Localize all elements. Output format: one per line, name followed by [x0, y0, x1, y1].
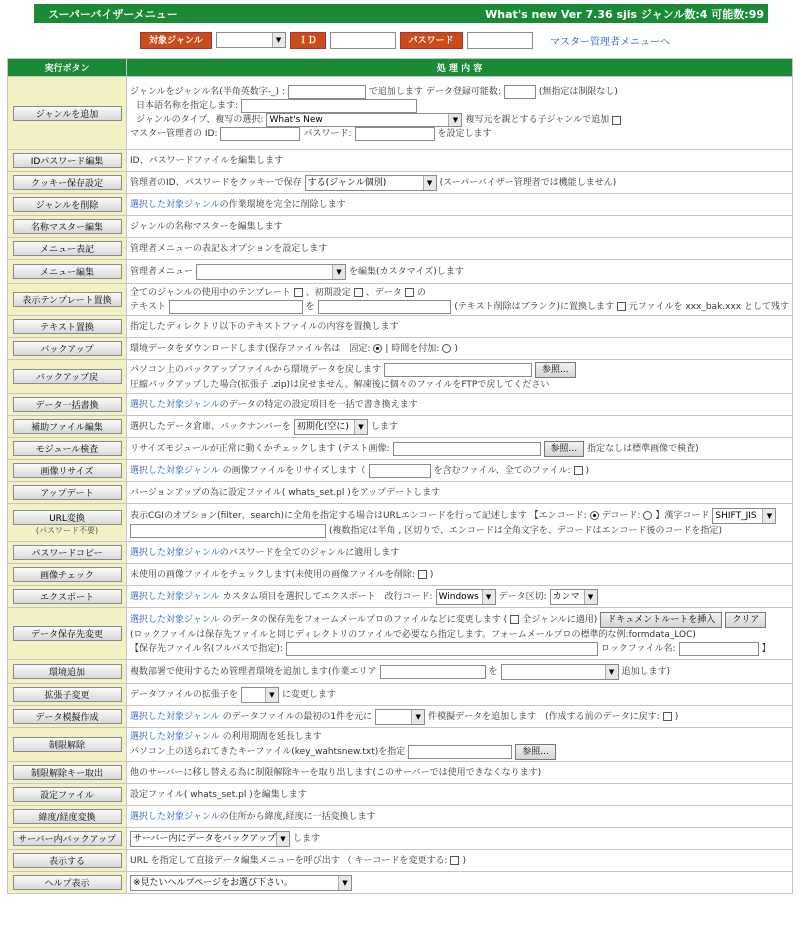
- name-master-button[interactable]: 名称マスター編集: [13, 219, 122, 234]
- label: で追加します: [368, 87, 423, 97]
- description: カスタム項目を選択してエクスポート 改行コード:: [222, 591, 433, 602]
- clear-button[interactable]: クリア: [725, 612, 766, 628]
- description: 圧縮バックアップした場合(拡張子 .zip)は戻せません。解凍後に個々のファイルをFTPで戻してください: [130, 379, 550, 390]
- admin-menu-select[interactable]: [196, 264, 346, 280]
- id-label: ＩＤ: [290, 32, 326, 49]
- label: ジャンルのタイプ、複写の選択:: [136, 115, 264, 125]
- keep-backup-checkbox[interactable]: [617, 302, 626, 311]
- master-password-input[interactable]: [355, 127, 435, 141]
- env-select[interactable]: [501, 664, 619, 680]
- description: (ロックファイルは保存先ファイルと同じディレクトリのファイルで必要なら指定します。フォームメールプロの標準的な例:formdata_LOC): [130, 629, 696, 640]
- description: します: [293, 833, 321, 844]
- chevron-down-icon: ▼: [265, 688, 278, 702]
- cookie-select[interactable]: する(ジャンル個別) ▼: [305, 175, 437, 191]
- backup-button[interactable]: バックアップ: [13, 341, 122, 356]
- server-backup-select[interactable]: サーバー内にデータをバックアップ ▼: [130, 831, 290, 847]
- unlock-button[interactable]: 制限解除: [13, 737, 122, 752]
- menu-edit-button[interactable]: メニュー編集: [13, 264, 122, 279]
- save-destination-button[interactable]: データ保存先変更: [13, 626, 122, 641]
- description: 管理者メニューの表記＆オプションを設定します: [130, 243, 328, 254]
- master-menu-link[interactable]: マスター管理者メニューへ: [550, 37, 670, 48]
- description: の: [416, 287, 426, 298]
- chevron-down-icon: ▼: [338, 876, 351, 890]
- description: 設定ファイル( whats_set.pl )を編集します: [130, 789, 307, 800]
- description: の作業環境を完全に削除します: [219, 199, 346, 210]
- selected-genre-link[interactable]: 選択した対象ジャンル: [130, 711, 220, 722]
- description: 全ジャンルに適用): [522, 614, 598, 625]
- description: 追加します): [621, 666, 671, 677]
- aux-file-edit-button[interactable]: 補助ファイル編集: [13, 419, 122, 434]
- description: (複数指定は半角 , 区切りで、エンコードは全角文字を、デコードはエンコード後のコードを指定): [329, 525, 723, 536]
- chevron-down-icon: ▼: [584, 590, 597, 604]
- child-genre-checkbox[interactable]: [612, 116, 621, 125]
- description: のデータの特定の設定項目を一括で書き換えます: [219, 399, 418, 410]
- cookie-save-button[interactable]: クッキー保存設定: [13, 175, 122, 190]
- lock-file-input[interactable]: [679, 642, 759, 656]
- description: 全てのジャンルの使用中のテンプレート: [130, 287, 291, 298]
- save-path-input[interactable]: [286, 642, 598, 656]
- update-button[interactable]: アップデート: [13, 485, 122, 500]
- url-convert-button[interactable]: URL変換: [13, 510, 122, 525]
- chevron-down-icon: ▼: [276, 832, 289, 846]
- description: 【保存先ファイル名(フルパスで指定):: [130, 643, 283, 654]
- chevron-down-icon: ▼: [411, 710, 424, 724]
- description: 環境データをダウンロードします(保存ファイル名は 固定:: [130, 343, 371, 354]
- browse-button[interactable]: 参照...: [535, 362, 576, 378]
- add-genre-button[interactable]: ジャンルを追加: [13, 106, 122, 121]
- chevron-down-icon: ▼: [332, 265, 345, 279]
- decode-radio[interactable]: [643, 511, 652, 520]
- description: のデータの保存先をフォームメールプロのファイルなどに変更します (: [222, 614, 508, 625]
- unlock-key-button[interactable]: 制限解除キー取出: [13, 765, 122, 780]
- charset-select[interactable]: SHIFT_JIS ▼: [712, 508, 776, 524]
- description: のデータファイルの最初の1件を元に: [222, 711, 373, 722]
- description: ロックファイル名:: [600, 643, 676, 654]
- template-replace-button[interactable]: 表示テンプレート置換: [13, 292, 122, 307]
- chevron-down-icon: ▼: [423, 176, 436, 190]
- selected-genre-link[interactable]: 選択した対象ジャンル: [130, 199, 220, 210]
- menu-table: 実行ボタン 処 理 内 容 ジャンルを追加 ジャンルをジャンル名(半角英数字-_) : で追加します データ登録可能数: (無指定は制限なし) 日本語名称を指定します: ジャンルのタイプ、複写の選択: What's New ▼ 複写元を親とする子ジャンルで追加 マスター管理者の ID: パスワード: を設定します IDパスワード編集 ID、パスワードファイルを編集します クッキー保存設定 管理者のID、パスワードをクッキーで保存 する(ジャンル個別) ▼ (スーパーバイザー管理者では機能しません) ジャンルを削除 選択した対象ジャンルの作業環境を完全に削除します 名称マスター編集 ジャンルの名称マスターを編集します メニュー表記 管理者メニューの表記＆オプションを設定します メニュー編集 管理者メニュー ▼ を編集(カスタマイズ)します 表示テンプレート置換 全てのジャンルの使用中のテンプレート 、初期設定 、データ の テキスト を (テキスト削除はブランク)に置換します 元ファイルを xxx_bak.xxx として残す テキスト置換 指定したディレクトリ以下のテキストファイルの内容を置換します バックアップ 環境データをダウンロードします(保存ファイル名は 固定: | 時間を付加: ) バックアップ戻 パソコン上のバックアップファイルから環境データを戻します 参照... 圧縮バックアップした場合(拡張子 .zip)は戻せません。解凍後に個々のファイルをFTPで戻してください データ一括書換 選択した対象ジャンルのデータの特定の設定項目を一括で書き換えます 補助ファイル編集 選択したデータ倉庫、バックナンバーを 初期化(空に) ▼ します モジュール検査 リサイズモジュールが正常に動くかチェックします (テスト画像: 参照... 指定なしは標準画像で検査) 画像リサイズ 選択した対象ジャンル の画像ファイルをリサイズします（ を含むファイル、全てのファイル: ) アップデート バージョンアップの為に設定ファイル( whats_set.pl )をアップデートします URL変換 (パスワード不要) 表示CGIのオプション(filter、search)に全角を指定する場合はURLエンコードを行って記述します 【エンコード: デコード: 】漢字コード SHIFT_JIS ▼ (複数指定は半角 , 区切りで、エンコードは全角文字を、デコードはエンコード後のコードを指定) パスワードコピー 選択した対象ジャンルのパスワードを全てのジャンルに適用します 画像チェック 未使用の画像ファイルをチェックします(未使用の画像ファイルを削除: ) エクスポート 選択した対象ジャンル カスタム項目を選択してエクスポート 改行コード: Windows ▼ データ区切: カンマ ▼ データ保存先変更 選択した対象ジャンル のデータの保存先をフォームメールプロのファイルなどに変更します ( 全ジャンルに適用) ドキュメントルートを挿入 クリア (ロックファイルは保存先ファイルと同じディレクトリのファイルで必要なら指定します。フォームメールプロの標準的な例:formdata_LOC) 【保存先ファイル名(フルパスで指定): ロックファイル名: 】 環境追加 複数部署で使用するため管理者環境を追加します(作業エリア を ▼ 追加します) 拡張子変更 データファイルの拡張子を ▼ に変更します データ模擬作成 選択した対象ジャンル のデータファイルの最初の1件を元に ▼ 件模擬データを追加します (作成する前のデータに戻す: ) 制限解除 選択した対象ジャンル の利用期間を延長します パソコン上の送られてきたキーファイル(key_wahtsnew.txt)を指定 参照... 制限解除キー取出 他のサーバーに移し替える為に制限解除キーを取り出します(このサーバーでは使用できなくなります) 設定ファイル 設定ファイル( whats_set.pl )を編集します 緯度/経度変換 選択した対象ジャンルの住所から緯度,経度に一括変換します サーバー内バックアップ サーバー内にデータをバックアップ ▼ します 表示する URL を指定して直接データ編集メニューを呼び出す （ キーコードを変更する: ) ヘルプ表示 ※見たいヘルプページをお選び下さい。 ▼: [7, 58, 793, 894]
- description: ID、パスワードファイルを編集します: [130, 155, 284, 166]
- description: 指定なしは標準画像で検査): [587, 443, 699, 454]
- selected-genre-link[interactable]: 選択した対象ジャンル: [130, 547, 220, 558]
- menu-notation-button[interactable]: メニュー表記: [13, 241, 122, 256]
- selected-genre-link[interactable]: 選択した対象ジャンル: [130, 614, 220, 625]
- description: 選択したデータ倉庫、バックナンバーを: [130, 421, 291, 432]
- description: 】漢字コード: [655, 510, 710, 521]
- label: マスター管理者の ID:: [130, 129, 218, 139]
- mock-count-select[interactable]: [375, 709, 425, 725]
- label: データ登録可能数:: [425, 87, 501, 97]
- description: を: [488, 666, 498, 677]
- label: ジャンルをジャンル名(半角英数字-_) :: [130, 87, 285, 97]
- description: のパスワードを全てのジャンルに適用します: [219, 547, 400, 558]
- mock-data-button[interactable]: データ模擬作成: [13, 709, 122, 724]
- server-backup-button[interactable]: サーバー内バックアップ: [13, 831, 122, 846]
- description: を含むファイル、全てのファイル:: [433, 465, 571, 476]
- export-button[interactable]: エクスポート: [13, 589, 122, 604]
- description: 元ファイルを xxx_bak.xxx として残す: [628, 301, 789, 312]
- description: (スーパーバイザー管理者では機能しません): [439, 177, 617, 188]
- description: 管理者のID、パスワードをクッキーで保存: [130, 177, 302, 188]
- bulk-rewrite-button[interactable]: データ一括書換: [13, 397, 122, 412]
- col-header-content: 処 理 内 容: [127, 59, 793, 77]
- search-text-input[interactable]: [169, 300, 303, 314]
- replace-text-input[interactable]: [318, 300, 452, 314]
- extension-change-button[interactable]: 拡張子変更: [13, 687, 122, 702]
- password-copy-button[interactable]: パスワードコピー: [13, 545, 122, 560]
- help-button[interactable]: ヘルプ表示: [13, 875, 122, 890]
- all-files-checkbox[interactable]: [574, 466, 583, 475]
- description: (テキスト削除はブランク)に置換します: [454, 301, 615, 312]
- description: します: [370, 421, 398, 432]
- description: 、データ: [365, 287, 402, 298]
- description: に変更します: [281, 689, 336, 700]
- data-checkbox[interactable]: [405, 288, 414, 297]
- description: の住所から緯度,経度に一括変換します: [219, 811, 376, 822]
- encode-radio[interactable]: [590, 511, 599, 520]
- revert-checkbox[interactable]: [663, 712, 672, 721]
- description: パソコン上のバックアップファイルから環境データを戻します: [130, 364, 382, 375]
- description: パソコン上の送られてきたキーファイル(key_wahtsnew.txt)を指定: [130, 746, 406, 757]
- selected-genre-link[interactable]: 選択した対象ジャンル: [130, 731, 220, 742]
- selected-genre-link[interactable]: 選択した対象ジャンル: [130, 465, 220, 476]
- backup-file-input[interactable]: [384, 363, 532, 377]
- description: 他のサーバーに移し替える為に制限解除キーを取り出します(このサーバーでは使用できなくなります): [130, 767, 542, 778]
- test-image-input[interactable]: [393, 442, 541, 456]
- geo-convert-button[interactable]: 緯度/経度変換: [13, 809, 122, 824]
- chevron-down-icon: ▼: [448, 113, 461, 127]
- description: 】: [761, 643, 771, 654]
- label: 日本語名称を指定します:: [136, 101, 239, 111]
- password-label: パスワード: [400, 32, 463, 49]
- description: リサイズモジュールが正常に動くかチェックします (テスト画像:: [130, 443, 390, 454]
- module-check-button[interactable]: モジュール検査: [13, 441, 122, 456]
- delimiter-select[interactable]: カンマ ▼: [550, 589, 598, 605]
- id-password-edit-button[interactable]: IDパスワード編集: [13, 153, 122, 168]
- description: 未使用の画像ファイルをチェックします(未使用の画像ファイルを削除:: [130, 569, 415, 580]
- chevron-down-icon: ▼: [482, 590, 495, 604]
- label: 複写元を親とする子ジャンルで追加: [465, 115, 610, 125]
- work-area-input[interactable]: [380, 665, 486, 679]
- selected-genre-link[interactable]: 選択した対象ジャンル: [130, 811, 220, 822]
- template-checkbox[interactable]: [294, 288, 303, 297]
- version-info: What's new Ver 7.36 sjis ジャンル数:4 可能数:99: [485, 7, 764, 21]
- description: 管理者メニュー: [130, 266, 194, 277]
- env-add-button[interactable]: 環境追加: [13, 664, 122, 679]
- url-text-input[interactable]: [130, 524, 326, 538]
- description: を: [305, 301, 315, 312]
- key-file-input[interactable]: [408, 745, 512, 759]
- text-replace-button[interactable]: テキスト置換: [13, 319, 122, 334]
- description: を編集(カスタマイズ)します: [349, 266, 464, 277]
- description: 、初期設定: [305, 287, 351, 298]
- aux-action-select[interactable]: 初期化(空に) ▼: [294, 419, 368, 435]
- description: ジャンルの名称マスターを編集します: [130, 221, 283, 232]
- genre-select[interactable]: [216, 32, 286, 48]
- top-controls: [140, 30, 533, 50]
- genre-label: 対象ジャンル: [140, 32, 212, 49]
- browse-button[interactable]: 参照...: [515, 744, 556, 760]
- description: URL を指定して直接データ編集メニューを呼び出す （ キーコードを変更する:: [130, 855, 448, 866]
- chevron-down-icon: ▼: [605, 665, 618, 679]
- selected-genre-link[interactable]: 選択した対象ジャンル: [130, 399, 220, 410]
- description: 指定したディレクトリ以下のテキストファイルの内容を置換します: [130, 321, 399, 332]
- description: 表示CGIのオプション(filter、search)に全角を指定する場合はURLエンコードを行って記述します 【エンコード:: [130, 510, 587, 521]
- newline-select[interactable]: Windows ▼: [436, 589, 496, 605]
- insert-docroot-button[interactable]: ドキュメントルートを挿入: [600, 612, 722, 628]
- no-password-note: (パスワード不要): [35, 525, 99, 535]
- show-button[interactable]: 表示する: [13, 853, 122, 868]
- description: の利用期間を延長します: [222, 731, 322, 742]
- id-input[interactable]: [330, 32, 396, 49]
- fixed-name-radio[interactable]: [373, 344, 382, 353]
- description: 件模擬データを追加します (作成する前のデータに戻す:: [428, 711, 660, 722]
- chevron-down-icon: ▼: [762, 509, 775, 523]
- label: を設定します: [437, 129, 492, 139]
- change-keycode-checkbox[interactable]: [450, 856, 459, 865]
- resize-filter-input[interactable]: [369, 464, 431, 478]
- title-bar: [34, 4, 768, 23]
- add-time-radio[interactable]: [442, 344, 451, 353]
- browse-button[interactable]: 参照...: [544, 441, 585, 457]
- col-header-button: 実行ボタン: [8, 59, 127, 77]
- chevron-down-icon: ▼: [272, 33, 285, 47]
- chevron-down-icon: ▼: [354, 420, 367, 434]
- master-id-input[interactable]: [220, 127, 300, 141]
- password-input[interactable]: [467, 32, 533, 49]
- description: の画像ファイルをリサイズします（: [222, 465, 366, 476]
- row-add-genre: [8, 77, 793, 150]
- japanese-name-input[interactable]: [241, 99, 417, 113]
- app-title: スーパーバイザーメニュー: [48, 7, 178, 21]
- restore-backup-button[interactable]: バックアップ戻: [13, 369, 122, 384]
- settings-file-button[interactable]: 設定ファイル: [13, 787, 122, 802]
- delete-genre-button[interactable]: ジャンルを削除: [13, 197, 122, 212]
- description: デコード:: [601, 510, 641, 521]
- genre-name-input[interactable]: [288, 85, 366, 99]
- genre-type-select[interactable]: What's New ▼: [266, 113, 462, 127]
- apply-all-checkbox[interactable]: [510, 615, 519, 624]
- description: | 時間を付加:: [385, 343, 440, 354]
- label: パスワード:: [303, 129, 352, 139]
- image-resize-button[interactable]: 画像リサイズ: [13, 463, 122, 478]
- help-page-select[interactable]: ※見たいヘルプページをお選び下さい。 ▼: [130, 875, 352, 891]
- selected-genre-link[interactable]: 選択した対象ジャンル: [130, 591, 220, 602]
- delete-unused-checkbox[interactable]: [418, 570, 427, 579]
- description: データファイルの拡張子を: [130, 689, 238, 700]
- label: (無指定は制限なし): [538, 87, 618, 97]
- extension-select[interactable]: [241, 687, 279, 703]
- description: テキスト: [130, 301, 166, 312]
- description: バージョンアップの為に設定ファイル( whats_set.pl )をアップデートします: [130, 487, 441, 498]
- image-check-button[interactable]: 画像チェック: [13, 567, 122, 582]
- limit-input[interactable]: [504, 85, 536, 99]
- initial-settings-checkbox[interactable]: [354, 288, 363, 297]
- description: 複数部署で使用するため管理者環境を追加します(作業エリア: [130, 666, 377, 677]
- description: データ区切:: [498, 591, 547, 602]
